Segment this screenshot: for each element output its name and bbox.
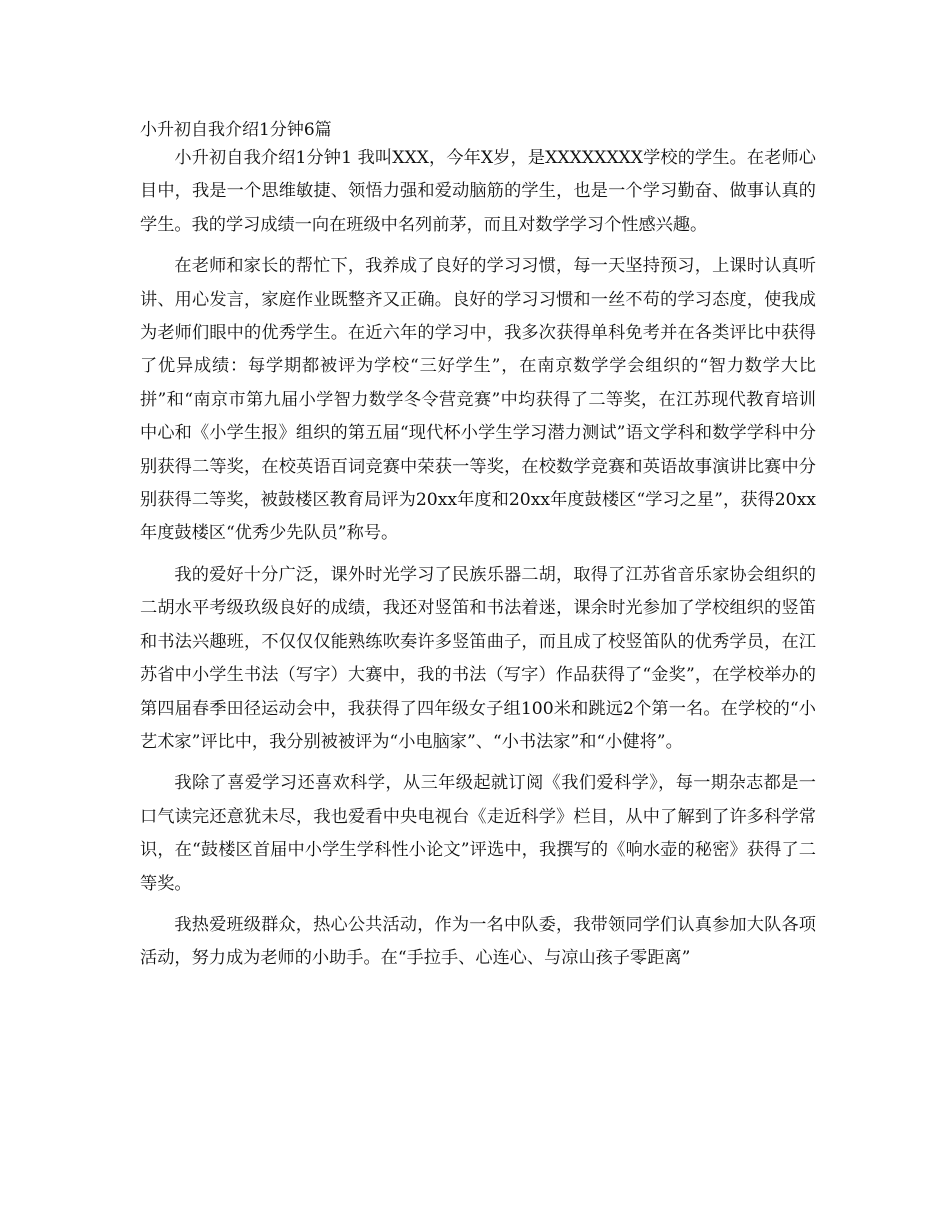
paragraph-4: 我除了喜爱学习还喜欢科学，从三年级起就订阅《我们爱科学》，每一期杂志都是一口气读完还意犹未尽，我也爱看中央电视台《走近科学》栏目，从中了解到了许多科学常识，在“鼓楼区首届中小学生学科性小论文”评选中，我撰写的《响水壶的秘密》获得了二等奖。 bbox=[140, 773, 816, 894]
document-title: 小升初自我介绍1分钟6篇 bbox=[140, 120, 332, 140]
paragraph-3: 我的爱好十分广泛，课外时光学习了民族乐器二胡，取得了江苏省音乐家协会组织的二胡水平考级玖级良好的成绩，我还对竖笛和书法着迷，课余时光参加了学校组织的竖笛和书法兴趣班，不仅仅仅能熟练吹奏许多竖笛曲子，而且成了校竖笛队的优秀学员，在江苏省中小学生书法（写字）大赛中，我的书法（写字）作品获得了“金奖”，在学校举办的第四届春季田径运动会中，我获得了四年级女子组100米和跳远2个第一名。在学校的“小艺术家”评比中，我分别被被评为“小电脑家”、“小书法家”和“小健将”。 bbox=[140, 564, 816, 752]
paragraph-5: 我热爱班级群众，热心公共活动，作为一名中队委，我带领同学们认真参加大队各项活动，努力成为老师的小助手。在“手拉手、心连心、与凉山孩子零距离” bbox=[140, 914, 816, 969]
paragraph-1: 小升初自我介绍1分钟1 我叫XXX，今年X岁，是XXXXXXXX学校的学生。在老师心目中，我是一个思维敏捷、领悟力强和爱动脑筋的学生，也是一个学习勤奋、做事认真的学生。我的学习成绩一向在班级中名列前茅，而且对数学学习个性感兴趣。 bbox=[140, 148, 816, 235]
paragraph-2: 在老师和家长的帮忙下，我养成了良好的学习习惯，每一天坚持预习，上课时认真听讲、用心发言，家庭作业既整齐又正确。良好的学习习惯和一丝不苟的学习态度，使我成为老师们眼中的优秀学生。在近六年的学习中，我多次获得单科免考并在各类评比中获得了优异成绩：每学期都被评为学校“三好学生”，在南京数学学会组织的“智力数学大比拼”和“南京市第九届小学智力数学冬令营竞赛”中均获得了二等奖，在江苏现代教育培训中心和《小学生报》组织的第五届“现代杯小学生学习潜力测试”语文学科和数学学科中分别获得二等奖，在校英语百词竞赛中荣获一等奖，在校数学竞赛和英语故事演讲比赛中分别获得二等奖，被鼓楼区教育局评为20xx年度和20xx年度鼓楼区“学习之星”，获得20xx年度鼓楼区“优秀少先队员”称号。 bbox=[140, 256, 816, 544]
document-body bbox=[140, 142, 816, 984]
